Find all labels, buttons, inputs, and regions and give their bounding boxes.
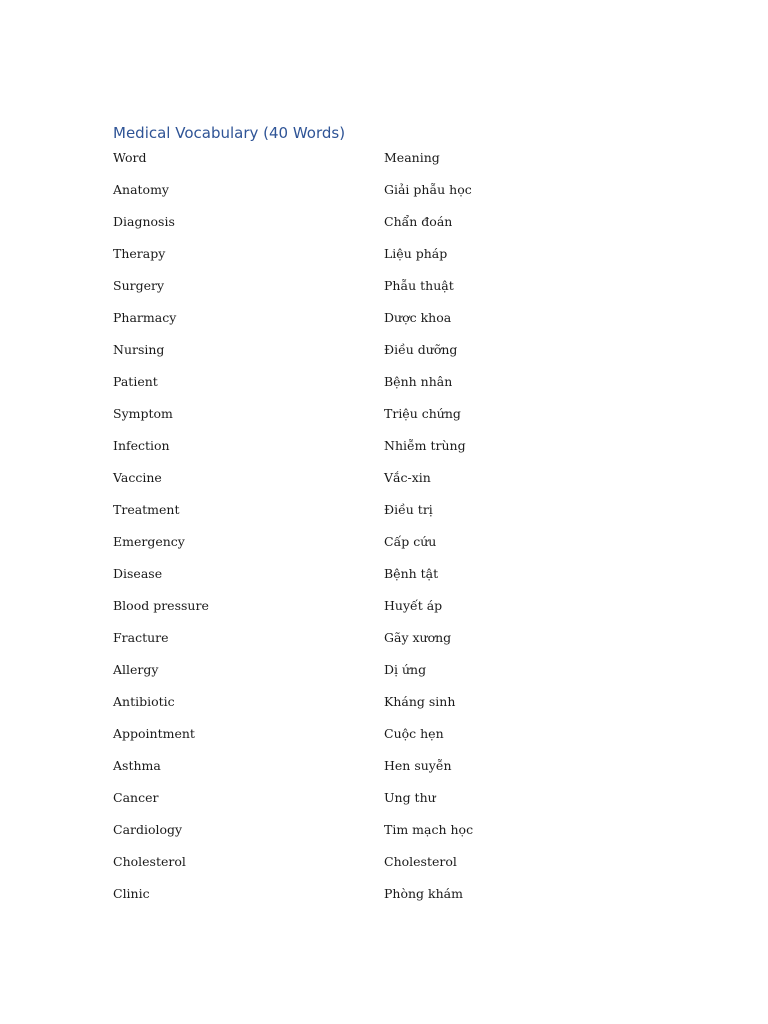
word-cell: Cancer — [113, 790, 159, 805]
table-row — [113, 597, 533, 629]
word-cell: Vaccine — [113, 470, 162, 485]
word-cell: Blood pressure — [113, 598, 209, 613]
word-cell: Antibiotic — [113, 694, 175, 709]
table-row — [113, 661, 533, 693]
word-cell: Allergy — [113, 662, 159, 677]
table-row — [113, 341, 533, 373]
word-cell: Emergency — [113, 534, 185, 549]
word-cell: Asthma — [113, 758, 161, 773]
word-cell: Appointment — [113, 726, 195, 741]
meaning-cell: Cuộc hẹn — [384, 726, 444, 741]
table-row — [113, 821, 533, 853]
word-cell: Symptom — [113, 406, 173, 421]
vocabulary-table — [113, 149, 533, 917]
word-cell: Disease — [113, 566, 163, 581]
word-cell: Cholesterol — [113, 854, 186, 869]
meaning-cell: Dị ứng — [384, 662, 427, 677]
table-row — [113, 309, 533, 341]
table-row — [113, 405, 533, 437]
table-row — [113, 181, 533, 213]
meaning-cell: Bệnh nhân — [384, 374, 453, 389]
meaning-cell: Điều dưỡng — [384, 342, 458, 357]
meaning-cell: Huyết áp — [384, 598, 443, 613]
word-cell: Therapy — [113, 246, 166, 261]
meaning-cell: Điều trị — [384, 502, 433, 517]
table-row — [113, 853, 533, 885]
meaning-cell: Phòng khám — [384, 886, 463, 901]
table-row — [113, 373, 533, 405]
word-cell: Cardiology — [113, 822, 183, 837]
table-row — [113, 437, 533, 469]
meaning-cell: Nhiễm trùng — [384, 438, 466, 453]
meaning-cell: Gãy xương — [384, 630, 452, 645]
word-cell: Surgery — [113, 278, 165, 293]
table-header-row — [113, 149, 533, 181]
table-row — [113, 885, 533, 917]
meaning-cell: Phẫu thuật — [384, 278, 454, 293]
table-row — [113, 245, 533, 277]
table-row — [113, 277, 533, 309]
table-row — [113, 693, 533, 725]
meaning-cell: Cấp cứu — [384, 534, 437, 549]
table-row — [113, 501, 533, 533]
meaning-cell: Hen suyễn — [384, 758, 452, 773]
meaning-cell: Tim mạch học — [384, 822, 474, 837]
meaning-cell: Triệu chứng — [384, 406, 461, 421]
header-meaning: Meaning — [384, 150, 440, 165]
meaning-cell: Cholesterol — [384, 854, 457, 869]
meaning-cell: Bệnh tật — [384, 566, 439, 581]
word-cell: Treatment — [113, 502, 180, 517]
table-row — [113, 757, 533, 789]
table-row — [113, 629, 533, 661]
table-row — [113, 469, 533, 501]
word-cell: Nursing — [113, 342, 165, 357]
table-row — [113, 213, 533, 245]
word-cell: Clinic — [113, 886, 150, 901]
header-word: Word — [113, 150, 147, 165]
meaning-cell: Ung thư — [384, 790, 436, 805]
meaning-cell: Chẩn đoán — [384, 214, 453, 229]
meaning-cell: Dược khoa — [384, 310, 452, 325]
word-cell: Infection — [113, 438, 170, 453]
table-row — [113, 565, 533, 597]
meaning-cell: Liệu pháp — [384, 246, 448, 261]
meaning-cell: Vắc-xin — [384, 470, 431, 485]
document-title: Medical Vocabulary (40 Words) — [113, 124, 346, 142]
table-row — [113, 725, 533, 757]
word-cell: Patient — [113, 374, 158, 389]
meaning-cell: Giải phẫu học — [384, 182, 472, 197]
word-cell: Fracture — [113, 630, 169, 645]
word-cell: Anatomy — [113, 182, 169, 197]
table-row — [113, 789, 533, 821]
word-cell: Diagnosis — [113, 214, 175, 229]
table-row — [113, 533, 533, 565]
meaning-cell: Kháng sinh — [384, 694, 456, 709]
word-cell: Pharmacy — [113, 310, 177, 325]
